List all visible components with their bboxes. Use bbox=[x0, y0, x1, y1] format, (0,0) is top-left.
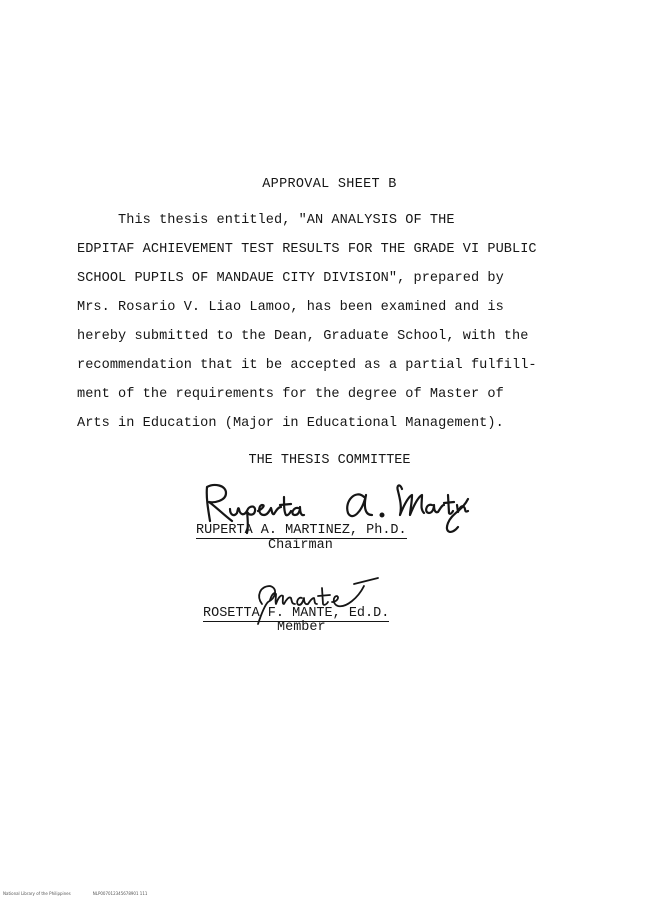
approval-sheet-title: APPROVAL SHEET B bbox=[262, 177, 397, 192]
body-line-4: Mrs. Rosario V. Liao Lamoo, has been examined and is bbox=[77, 300, 504, 315]
chairman-role: Chairman bbox=[268, 538, 333, 553]
body-line-6: recommendation that it be accepted as a partial fulfill- bbox=[77, 358, 537, 373]
chairman-name: RUPERTA A. MARTINEZ, Ph.D. bbox=[196, 523, 407, 538]
body-line-2: EDPITAF ACHIEVEMENT TEST RESULTS FOR THE GRADE VI PUBLIC bbox=[77, 242, 537, 257]
body-line-1: This thesis entitled, "AN ANALYSIS OF THE bbox=[77, 213, 455, 228]
footer-code: NLP007012345678901 111 bbox=[92, 891, 148, 896]
body-line-8: Arts in Education (Major in Educational Management). bbox=[77, 416, 504, 431]
body-line-3: SCHOOL PUPILS OF MANDAUE CITY DIVISION", prepared by bbox=[77, 271, 504, 286]
member-name: ROSETTA F. MANTE, Ed.D. bbox=[203, 606, 390, 621]
body-line-7: ment of the requirements for the degree of Master of bbox=[77, 387, 504, 402]
footer-library: National Library of the Philippines bbox=[3, 891, 71, 896]
member-role: Member bbox=[277, 620, 326, 635]
scan-footer bbox=[3, 891, 147, 896]
body-line-5: hereby submitted to the Dean, Graduate School, with the bbox=[77, 329, 529, 344]
committee-heading: THE THESIS COMMITTEE bbox=[248, 453, 411, 468]
